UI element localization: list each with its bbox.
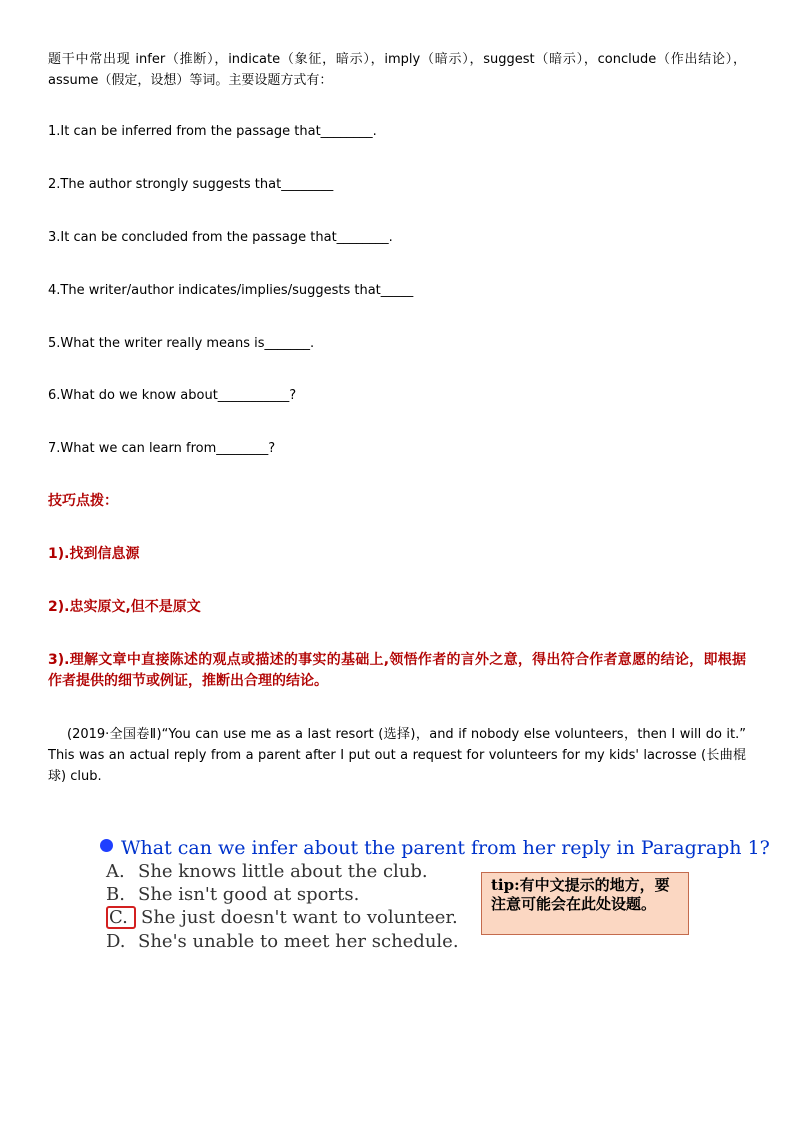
option-c	[106, 906, 458, 929]
answer-mark-box: C.	[106, 906, 136, 929]
question-type-1: 1.It can be inferred from the passage that________.	[48, 124, 377, 139]
option-letter: B.	[106, 884, 125, 905]
option-letter: A.	[106, 861, 125, 882]
option-text: She isn't good at sports.	[138, 884, 360, 905]
intro-paragraph: 题干中常出现 infer（推断），indicate（象征，暗示），imply（暗示），suggest（暗示），conclude（作出结论），assume（假定，设想）等词。主要设题方式有：	[48, 52, 746, 88]
option-text: She knows little about the club.	[138, 861, 428, 882]
question-type-3: 3.It can be concluded from the passage that________.	[48, 230, 393, 245]
bullet-icon	[100, 839, 113, 852]
tip-item-1: 1).找到信息源	[48, 546, 140, 562]
tip-callout	[481, 872, 689, 935]
question-type-2: 2.The author strongly suggests that________	[48, 177, 334, 192]
option-letter: D.	[106, 931, 126, 952]
question-type-6: 6.What do we know about___________?	[48, 388, 297, 403]
tip-item-3: 3).理解文章中直接陈述的观点或描述的事实的基础上,领悟作者的言外之意，得出符合作者意愿的结论，即根据作者提供的细节或例证，推断出合理的结论。	[48, 652, 746, 689]
question-prompt	[100, 836, 770, 860]
option-d	[106, 930, 459, 953]
option-a	[106, 860, 428, 883]
question-type-7: 7.What we can learn from________?	[48, 441, 276, 456]
option-text: She's unable to meet her schedule.	[138, 931, 459, 952]
passage-excerpt: (2019·全国卷Ⅱ)“You can use me as a last resort (选择)，and if nobody else volunteers，then I will do it.” This was an actual reply from a parent after I put out a request for volunteers for my kids' lacrosse (长曲棍球) club.	[48, 727, 746, 784]
question-type-4: 4.The writer/author indicates/implies/suggests that_____	[48, 283, 414, 298]
tips-heading: 技巧点拨：	[48, 493, 118, 509]
tip-item-2: 2).忠实原文,但不是原文	[48, 599, 201, 615]
option-text: She just doesn't want to volunteer.	[141, 907, 458, 928]
question-type-5: 5.What the writer really means is_______.	[48, 336, 315, 351]
tip-callout-text: tip:有中文提示的地方，要注意可能会在此处设题。	[491, 876, 670, 913]
question-text: What can we infer about the parent from her reply in Paragraph 1?	[121, 837, 770, 859]
option-b	[106, 883, 359, 906]
